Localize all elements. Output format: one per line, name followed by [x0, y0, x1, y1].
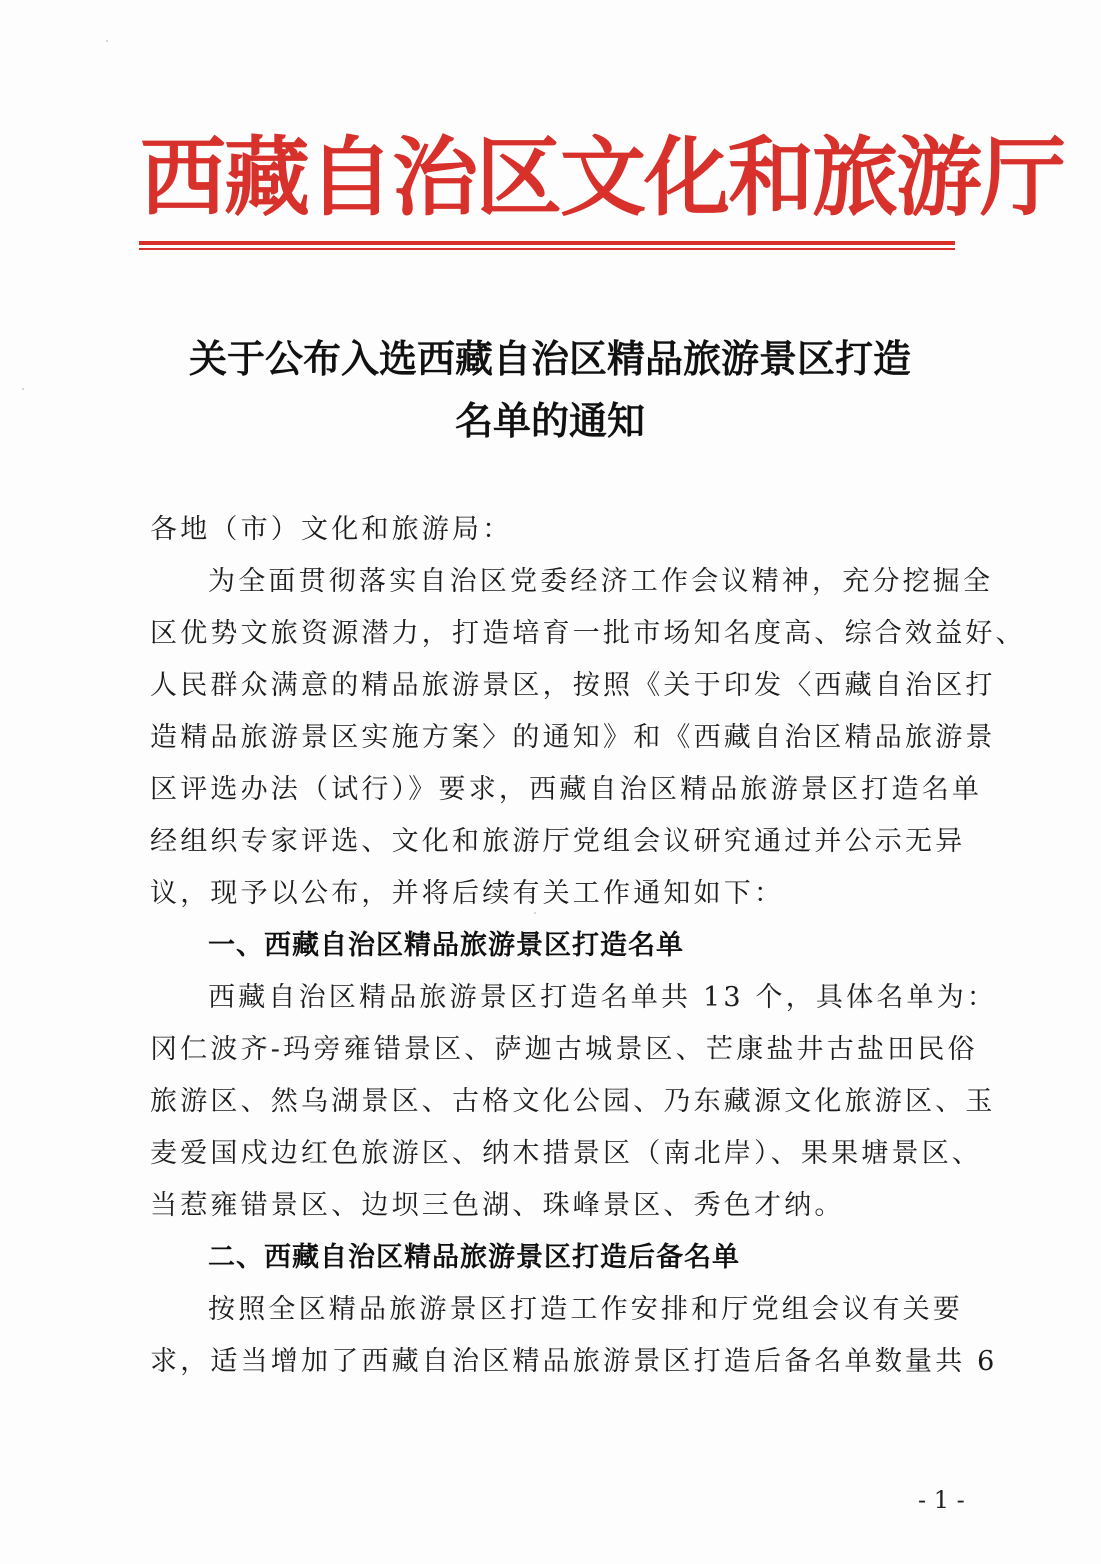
section-2-line: 按照全区精品旅游景区打造工作安排和厅党组会议有关要 [208, 1294, 963, 1325]
intro-line: 造精品旅游景区实施方案〉的通知》和《西藏自治区精品旅游景 [150, 722, 996, 753]
section-1-line: 麦爱国戍边红色旅游区、纳木措景区（南北岸）、果果塘景区、 [150, 1138, 983, 1169]
section-1-heading: 一、西藏自治区精品旅游景区打造名单 [208, 930, 684, 961]
scan-speck [106, 40, 108, 42]
section-1-line: 当惹雍错景区、边坝三色湖、珠峰景区、秀色才纳。 [150, 1190, 845, 1221]
page-number: - 1 - [918, 1486, 965, 1514]
scan-speck [22, 388, 24, 390]
header-red-rule-thin [139, 248, 955, 250]
intro-line: 区评选办法（试行）》要求，西藏自治区精品旅游景区打造名单 [150, 774, 983, 805]
document-title-line-1: 关于公布入选西藏自治区精品旅游景区打造 [188, 336, 911, 381]
intro-line: 经组织专家评选、文化和旅游厅党组会议研究通过并公示无异 [150, 826, 966, 857]
section-1-line: 冈仁波齐-玛旁雍错景区、萨迦古城景区、芒康盐井古盐田民俗 [150, 1034, 978, 1065]
intro-line: 议，现予以公布，并将后续有关工作通知如下： [150, 878, 785, 909]
intro-line: 人民群众满意的精品旅游景区，按照《关于印发〈西藏自治区打 [150, 670, 996, 701]
header-red-rule-thick [139, 241, 955, 245]
intro-line: 区优势文旅资源潜力，打造培育一批市场知名度高、综合效益好、 [150, 618, 1026, 649]
issuer-header-title: 西藏自治区文化和旅游厅 [140, 127, 1064, 228]
section-2-heading: 二、西藏自治区精品旅游景区打造后备名单 [208, 1242, 740, 1273]
document-title-line-2: 名单的通知 [454, 398, 645, 443]
intro-line: 为全面贯彻落实自治区党委经济工作会议精神，充分挖掘全 [208, 566, 994, 597]
salutation: 各地（市）文化和旅游局： [150, 514, 513, 545]
section-2-line: 求，适当增加了西藏自治区精品旅游景区打造后备名单数量共 6 [150, 1346, 998, 1377]
section-1-line: 旅游区、然乌湖景区、古格文化公园、乃东藏源文化旅游区、玉 [150, 1086, 996, 1117]
section-1-line: 西藏自治区精品旅游景区打造名单共 13 个，具体名单为： [208, 982, 998, 1013]
